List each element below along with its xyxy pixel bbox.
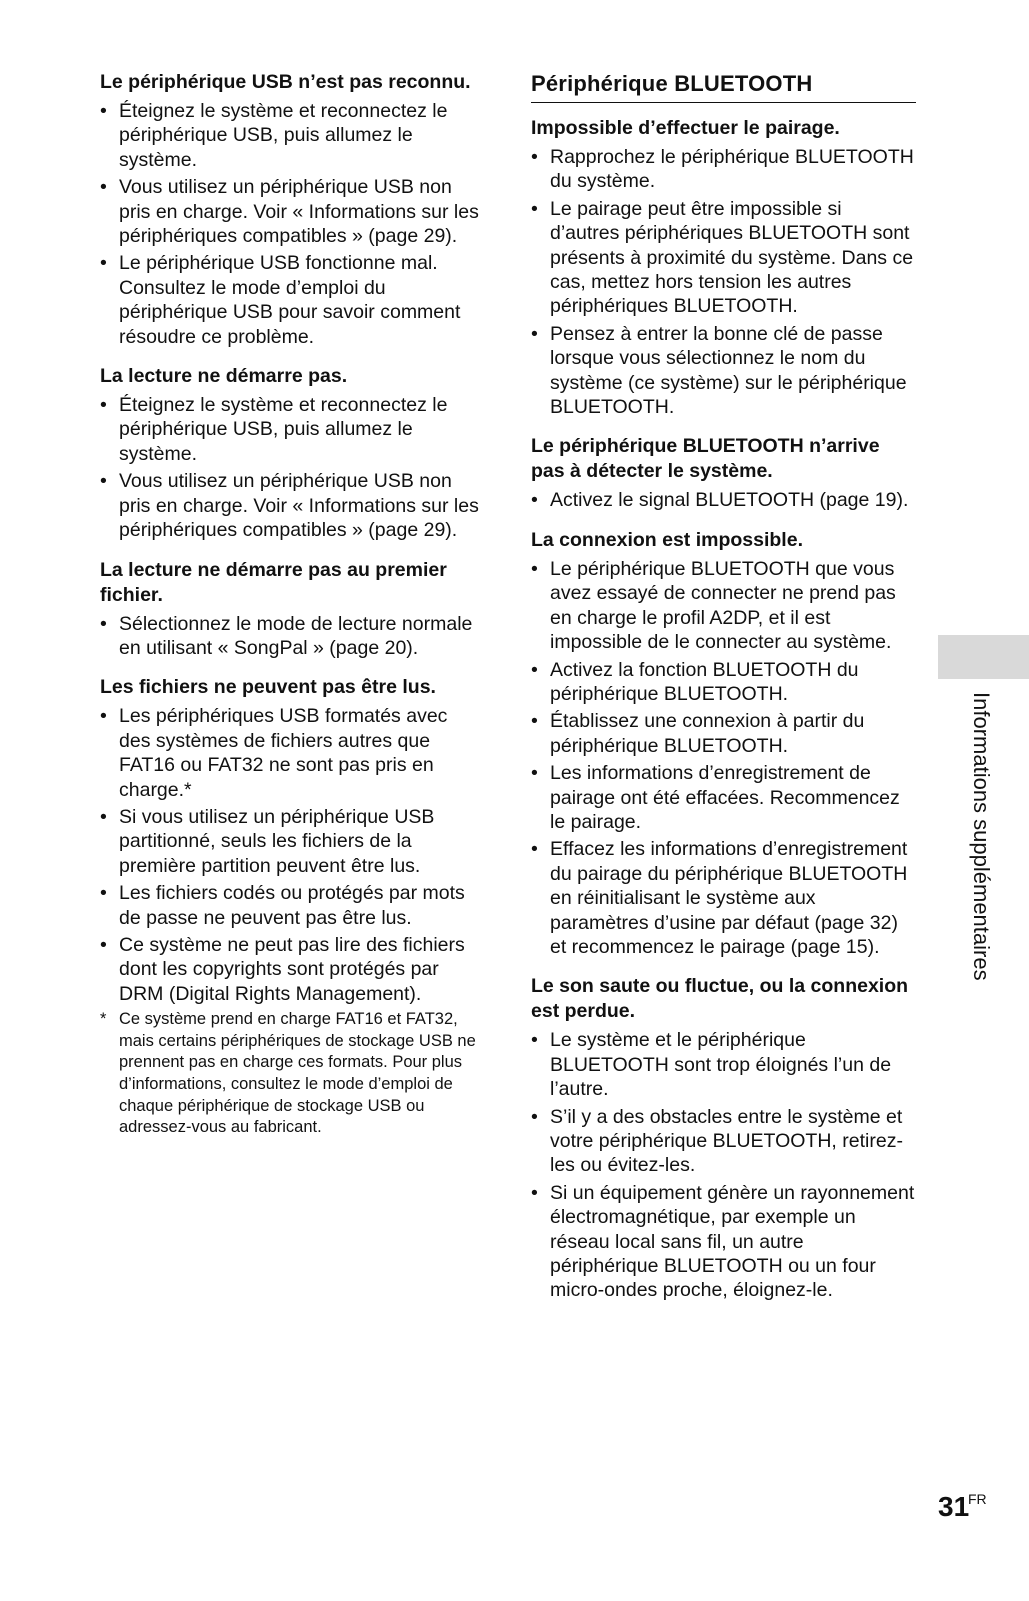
bullet-list [100,612,482,661]
list-item: • Rapprochez le périphérique BLUETOOTH du système. [531,145,916,194]
section-usb-not-recognized [100,70,482,349]
bullet-list [531,557,916,960]
list-item: • Le périphérique BLUETOOTH que vous avez essayé de connecter ne prend pas en charge le profil A2DP, et il est impossible de le connecter au système. [531,557,916,655]
list-item: • S’il y a des obstacles entre le système et votre périphérique BLUETOOTH, retirez-les ou évitez-les. [531,1105,916,1178]
section-heading: Le périphérique BLUETOOTH n’arrive pas à détecter le système. [531,435,880,483]
bullet-list [531,488,916,512]
list-item: • Les périphériques USB formatés avec des systèmes de fichiers autres que FAT16 ou FAT32 ne sont pas pris en charge.* [100,704,482,802]
list-item: • Vous utilisez un périphérique USB non pris en charge. Voir « Informations sur les périphériques compatibles » (page 29). [100,175,482,248]
page-language-suffix: FR [968,1491,987,1507]
list-item: • Éteignez le système et reconnectez le périphérique USB, puis allumez le système. [100,393,482,466]
list-item: • Les informations d’enregistrement de pairage ont été effacées. Recommencez le pairage. [531,761,916,834]
footnote-text: Ce système prend en charge FAT16 et FAT32, mais certains périphériques de stockage USB ne prennent pas en charge ces formats. Pour plus d’informations, consultez le mode d’emploi de chaque périphérique de stockage USB ou adressez-vous au fabricant. [119,1010,476,1137]
section-playback-not-starting [100,364,482,542]
list-item: • Pensez à entrer la bonne clé de passe lorsque vous sélectionnez le nom du système (ce système) sur le périphérique BLUETOOTH. [531,322,916,420]
list-item: • Le pairage peut être impossible si d’autres périphériques BLUETOOTH sont présents à proximité du système. Dans ce cas, mettez hors tension les autres périphériques BLUETOOTH. [531,197,916,319]
list-item: • Si vous utilisez un périphérique USB partitionné, seuls les fichiers de la première partition peuvent être lus. [100,805,482,878]
footnote [100,1009,482,1139]
bullet-list [100,393,482,542]
list-item: • Établissez une connexion à partir du périphérique BLUETOOTH. [531,709,916,758]
bullet-list [100,704,482,1006]
section-title: Périphérique BLUETOOTH [531,70,916,103]
section-heading: Les fichiers ne peuvent pas être lus. [100,676,436,699]
bullet-list [100,99,482,349]
bullet-list [531,145,916,419]
section-pairing-impossible [531,116,916,419]
section-heading: Le son saute ou fluctue, ou la connexion est perdue. [531,975,909,1023]
section-heading: La lecture ne démarre pas au premier fichier. [100,558,447,606]
section-sound-skips [531,974,916,1302]
list-item: • Activez le signal BLUETOOTH (page 19). [531,488,916,512]
list-item: • Si un équipement génère un rayonnement électromagnétique, par exemple un réseau local sans fil, un autre périphérique BLUETOOTH ou un four micro-ondes proche, éloignez-le. [531,1181,916,1303]
list-item: • Vous utilisez un périphérique USB non pris en charge. Voir « Informations sur les périphériques compatibles » (page 29). [100,469,482,542]
section-heading: La lecture ne démarre pas. [100,365,348,388]
section-heading: La connexion est impossible. [531,528,803,551]
left-column [100,70,482,1139]
list-item: • Éteignez le système et reconnectez le périphérique USB, puis allumez le système. [100,99,482,172]
section-playback-first-file [100,558,482,661]
footnote-mark: * [100,1010,107,1029]
section-device-cannot-detect [531,434,916,512]
section-files-cannot-be-read [100,675,482,1138]
page-number: 31 [938,1491,970,1522]
side-tab [938,635,1029,679]
section-heading: Impossible d’effectuer le pairage. [531,117,840,139]
list-item: • Le système et le périphérique BLUETOOTH sont trop éloignés l’un de l’autre. [531,1028,916,1101]
side-tab-label: Informations supplémentaires [969,692,994,981]
section-heading: Le périphérique USB n’est pas reconnu. [100,71,471,93]
bullet-list [531,1028,916,1302]
list-item: • Ce système ne peut pas lire des fichiers dont les copyrights sont protégés par DRM (Digital Rights Management). [100,933,482,1006]
list-item: • Les fichiers codés ou protégés par mots de passe ne peuvent pas être lus. [100,881,482,930]
list-item: • Le périphérique USB fonctionne mal. Consultez le mode d’emploi du périphérique USB pour savoir comment résoudre ce problème. [100,251,482,349]
section-connection-impossible [531,528,916,960]
list-item: • Activez la fonction BLUETOOTH du périphérique BLUETOOTH. [531,658,916,707]
list-item: • Sélectionnez le mode de lecture normale en utilisant « SongPal » (page 20). [100,612,482,661]
list-item: • Effacez les informations d’enregistrement du pairage du périphérique BLUETOOTH en réinitialisant le système aux paramètres d’usine par défaut (page 32) et recommencez le pairage (page 15). [531,837,916,959]
right-column [531,70,916,1306]
